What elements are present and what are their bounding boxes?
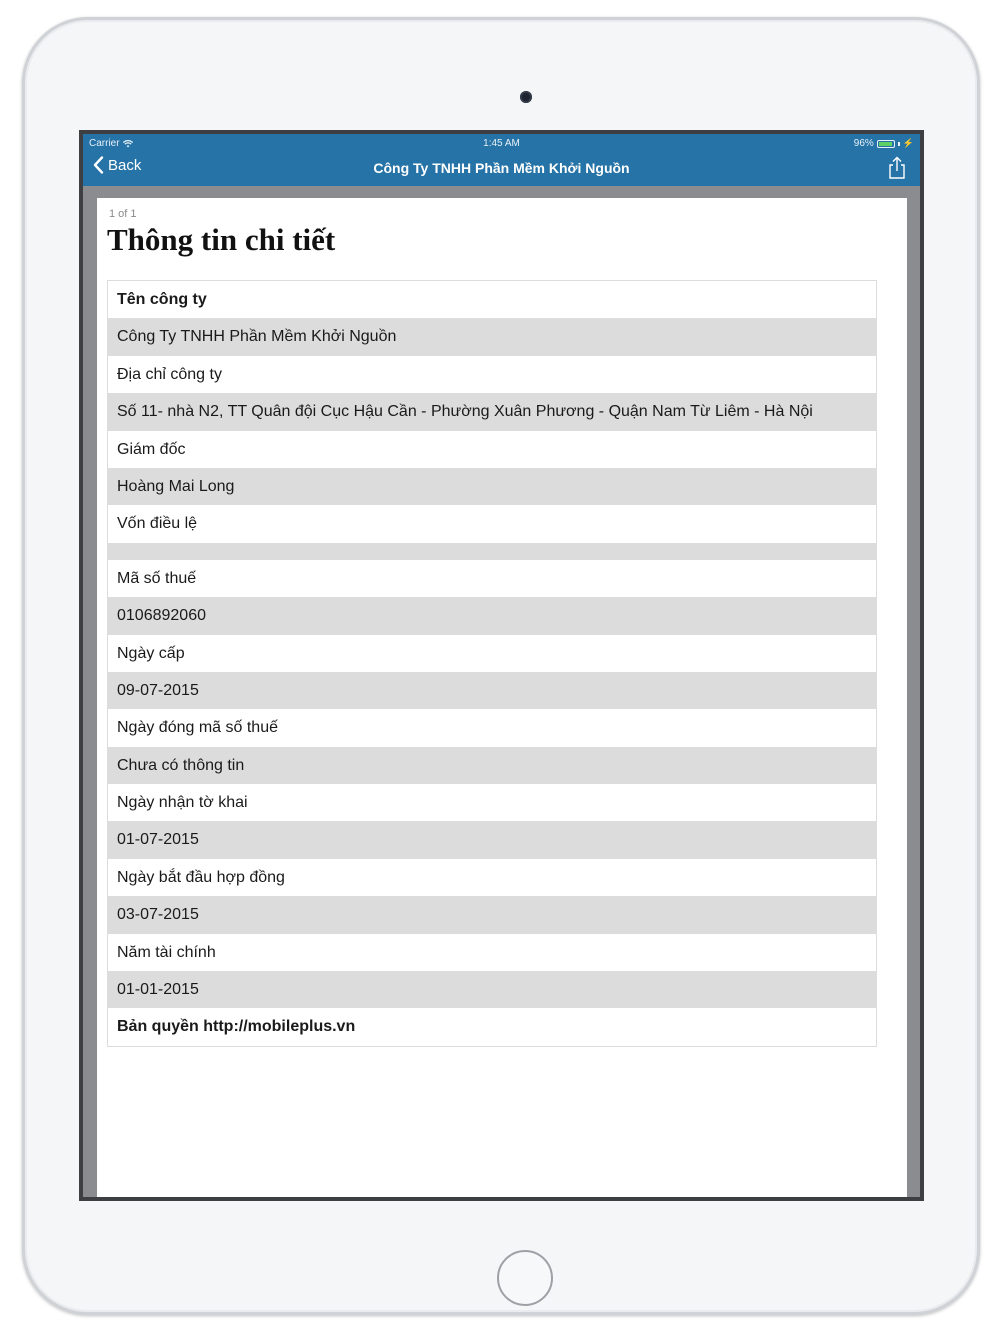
table-row: 0106892060 (108, 597, 876, 634)
battery-icon (877, 140, 895, 148)
table-row: Ngày bắt đầu hợp đồng (117, 868, 285, 886)
status-bar (83, 134, 920, 152)
share-button[interactable] (886, 156, 908, 180)
table-row: Mã số thuế (117, 569, 197, 587)
battery-tip (898, 142, 900, 146)
page-indicator: 1 of 1 (109, 208, 137, 220)
chevron-left-icon (93, 156, 104, 174)
table-row: Năm tài chính (117, 943, 216, 961)
status-battery (854, 138, 914, 149)
table-row: Giám đốc (117, 440, 186, 458)
info-table (107, 280, 877, 1047)
table-row: Chưa có thông tin (108, 747, 876, 784)
document-viewer[interactable] (83, 186, 920, 1201)
front-camera (520, 91, 532, 103)
carrier-label: Carrier (89, 138, 120, 149)
table-row: Vốn điều lệ (117, 515, 198, 533)
back-label: Back (108, 156, 142, 174)
table-row: Tên công ty (117, 291, 207, 308)
document-page (97, 198, 907, 1198)
table-row: Ngày đóng mã số thuế (117, 719, 278, 737)
table-row: Hoàng Mai Long (108, 468, 876, 505)
table-row: 03-07-2015 (108, 896, 876, 933)
share-icon (886, 156, 908, 180)
screen (79, 130, 924, 1201)
page-title: Công Ty TNHH Phần Mềm Khởi Nguồn (373, 160, 630, 176)
table-row (108, 543, 876, 560)
charging-icon: ⚡ (902, 138, 914, 148)
table-row: Ngày nhận tờ khai (117, 794, 248, 812)
copyright-row: Bản quyền http://mobileplus.vn (117, 1018, 356, 1036)
table-row: 09-07-2015 (108, 672, 876, 709)
back-button[interactable] (93, 156, 141, 174)
home-button[interactable] (497, 1250, 553, 1306)
status-time: 1:45 AM (483, 138, 520, 149)
table-row: Địa chỉ công ty (117, 365, 222, 383)
table-row: Số 11- nhà N2, TT Quân đội Cục Hậu Cần - Phường Xuân Phương - Quận Nam Từ Liêm - Hà Nội (108, 393, 876, 430)
navigation-bar (83, 134, 920, 186)
table-row: 01-07-2015 (108, 821, 876, 858)
document-title: Thông tin chi tiết (107, 222, 336, 257)
table-row: Ngày cấp (117, 644, 185, 662)
battery-percent: 96% (853, 138, 874, 149)
table-row: Công Ty TNHH Phần Mềm Khởi Nguồn (108, 318, 876, 355)
table-row: 01-01-2015 (108, 971, 876, 1008)
